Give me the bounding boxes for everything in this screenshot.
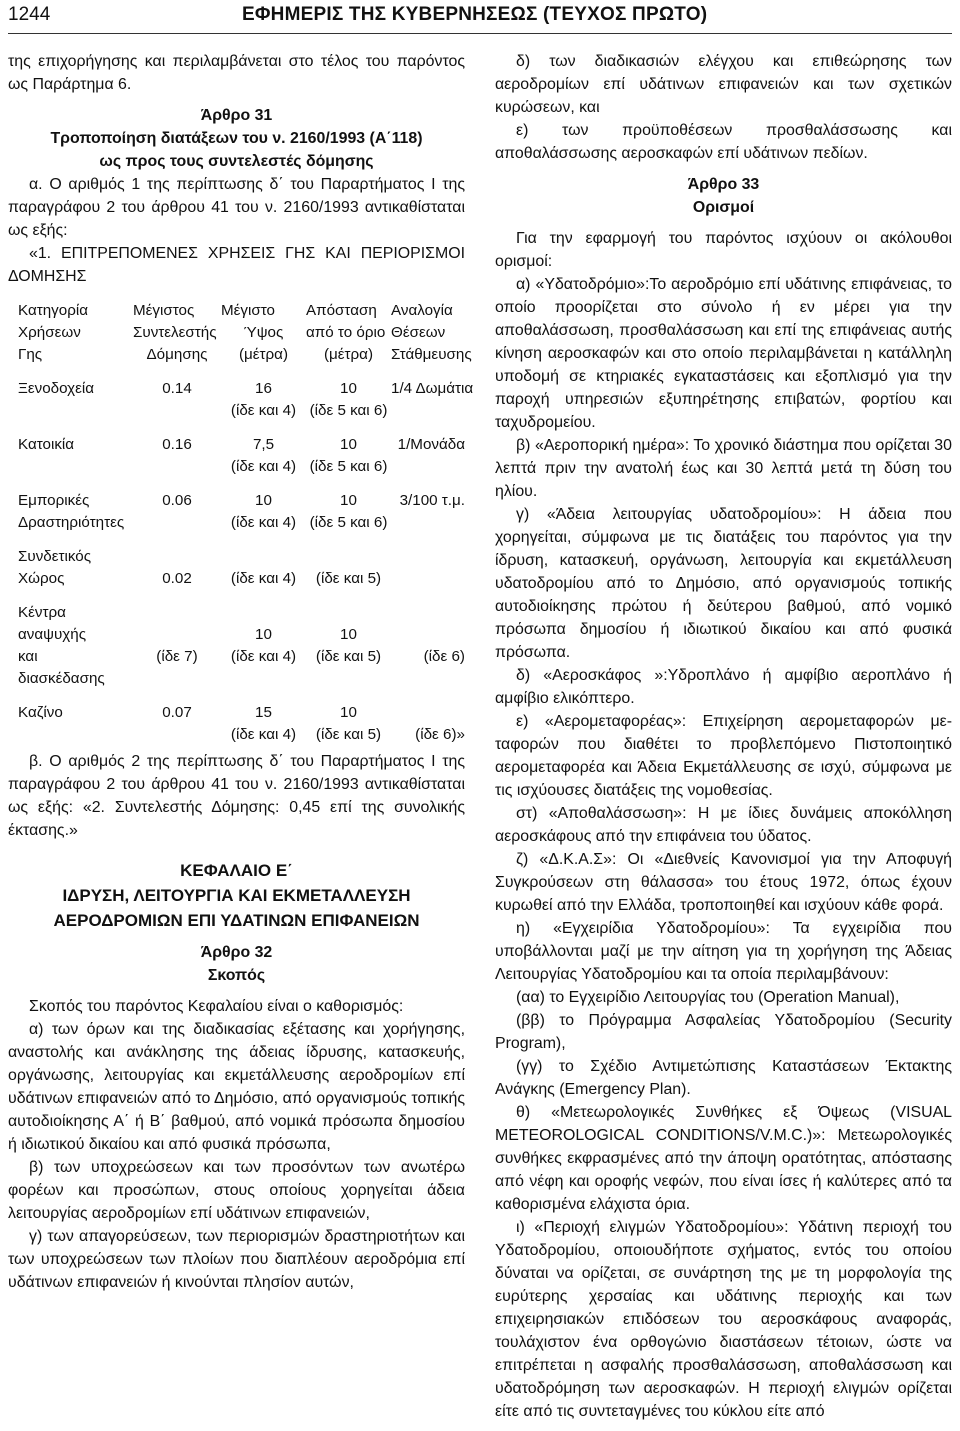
definition-a: α) «Υδατοδρόμιο»:Το αεροδρόμιο επί υδάτινης επιφάνειας, το οποίο προορίζεται στο σύνολο ή εν μέρει για την αποθαλάσσωση, προσθαλάσσωση και επί της επιφάνειας αυτής κίνηση αεροσκαφών και στο οποίο περιλαμβάνεται η κατάλληλη υποδομή σε κτηριακές εγκαταστάσεις και εξοπλισμό για την παροχή υπηρεσιών εξυπηρέτησης επιβατών, φορτίου και ταχυδρομείου. xyxy=(495,276,952,431)
table-cell: (ίδε 6)» xyxy=(415,726,465,743)
article-32-item-a: α) των όρων και της διαδικασίας εξέτασης και χορήγησης, αναστολής και ανάκλησης της άδειας ίδρυσης, κατασκευής, οργάνωσης, λειτουργίας και εκμετάλλευσης αεροδρομίων επί υδάτινων επιφανειών από το Δημόσιο, από οργανισμούς τοπικής αυτοδιοίκησης Α΄ ή Β΄ βαθμού, από νομικά πρόσωπα δημοσίου ή ιδιωτικού δικαίου και από φυσικά πρόσωπα, xyxy=(8,1021,465,1153)
table-cell: Συντελεστής xyxy=(133,324,217,341)
paragraph-a: α. Ο αριθμός 1 της περίπτωσης δ΄ του Παραρτήματος Ι της παραγράφου 2 του άρθρου 41 του ν. 2160/1993 αντικαθίσταται ως εξής: xyxy=(8,176,465,239)
left-column xyxy=(8,50,474,1294)
table-header-row xyxy=(8,300,465,322)
quote-heading: «1. ΕΠΙΤΡΕΠΟΜΕΝΕΣ ΧΡΗΣΕΙΣ ΓΗΣ ΚΑΙ ΠΕΡΙΟΡΙΣΜΟΙ ΔΟΜΗΣΗΣ xyxy=(8,245,465,285)
table-row xyxy=(8,490,465,512)
table-cell: (ίδε 6) xyxy=(423,648,465,665)
table-row xyxy=(8,400,465,422)
table-header-row xyxy=(8,322,465,344)
article-31-number: Άρθρο 31 xyxy=(200,107,273,124)
table-cell: 0.02 xyxy=(162,570,192,587)
table-cell: (ίδε και 4) xyxy=(230,726,297,743)
table-cell: από το όριο xyxy=(306,324,386,341)
article-32-item-c: γ) των απαγορεύσεων, των περιορισμών δραστηριοτήτων και των υποχρεώσεων των πλοίων που διαπλέουν αεροδρόμια επί υδάτινων επιφανειών ή κινούνται πλησίον αυτών, xyxy=(8,1228,465,1291)
table-cell: Μέγιστος xyxy=(133,302,195,319)
definition-b: β) «Αεροπορική ημέρα»: Το χρονικό διάστημα που ορίζεται 30 λεπτά πριν την ανατολή έως και 30 λεπτά μετά τη δύση του ηλίου. xyxy=(495,437,952,500)
table-cell: Απόσταση xyxy=(306,302,377,319)
definitions-intro: Για την εφαρμογή του παρόντος ισχύουν οι ακόλουθοι ορισμοί: xyxy=(495,230,952,270)
table-cell: διασκέδασης xyxy=(18,670,105,687)
chapter-title-line2: ΑΕΡΟΔΡΟΜΙΩΝ ΕΠΙ ΥΔΑΤΙΝΩΝ ΕΠΙΦΑΝΕΙΩΝ xyxy=(53,911,420,930)
table-cell: 16 xyxy=(255,380,272,397)
definition-i: ι) «Περιοχή ελιγμών Υδατοδρομίου»: Υδάτινη περιοχή του Υδατοδρομίου, οποιουδήποτε σχήματος, εντός του οποίου δύναται να ορίζεται, σε συνάρτηση της με τη μορφολογία της ευρύτερης χερσαίας και υδάτινης περιοχής και των επιχειρησιακών επιδόσεων του αεροσκάφους αναφοράς, τουλάχιστον ένα ορθογώνιο διαστάσεων τέτοιων, ώστε να επιτρέπεται η ασφαλής προσθαλάσσωση, αποθαλάσσωση και υδατοδρόμηση των αεροσκαφών. Η περιοχή ελιγμών ορίζεται είτε από τις συντεταγμένες του κύκλου είτε από xyxy=(495,1219,952,1420)
table-cell: Ύψος xyxy=(243,324,284,341)
table-cell: 0.07 xyxy=(162,704,192,721)
definition-c: γ) «Άδεια λειτουργίας υδατοδρομίου»: Η άδεια που χορηγείται, σύμφωνα με τις διατάξεις του παρόντος για την ίδρυση, κατασκευή, οργάνωση, λειτουργία και εκμετάλλευση υδατοδρομίου από το Δημόσιο, από οργανισμούς τοπικής αυτοδιοίκησης πρώτου ή δεύτερου βαθμού, από νομικό πρόσωπα δημοσίου ή ιδιωτικού δικαίου και από φυσικά πρόσωπα. xyxy=(495,506,952,661)
chapter-number: ΚΕΦΑΛΑΙΟ Ε΄ xyxy=(180,861,293,880)
definition-h-gg: (γγ) το Σχέδιο Αντιμετώπισης Καταστάσεων Έκτακτης Ανάγκης (Emergency Plan). xyxy=(495,1058,952,1098)
table-cell: 10 xyxy=(255,626,272,643)
article-32-title: Σκοπός xyxy=(207,967,266,984)
table-cell: 1/Μονάδα xyxy=(397,436,465,453)
table-cell: Συνδετικός xyxy=(18,548,92,565)
table-row xyxy=(8,602,465,624)
table-cell: (ίδε 7) xyxy=(156,648,198,665)
article-32-item-e: ε) των προϋποθέσεων προσθαλάσσωσης και αποθαλάσσωσης αεροσκαφών επί υδάτινων πεδίων. xyxy=(495,122,952,162)
table-cell: (ίδε και 4) xyxy=(230,514,297,531)
table-cell: (ίδε 5 και 6) xyxy=(309,514,388,531)
table-cell: Θέσεων xyxy=(391,324,446,341)
header-rule xyxy=(8,33,952,34)
table-cell: 0.06 xyxy=(162,492,192,509)
page-number: 1244 xyxy=(8,4,51,25)
table-cell: (ίδε 5 και 6) xyxy=(309,458,388,475)
article-32-number: Άρθρο 32 xyxy=(200,944,273,961)
table-row xyxy=(8,434,465,456)
table-row xyxy=(8,568,465,590)
definition-z: ζ) «Δ.Κ.Α.Σ»: Οι «Διεθνείς Κανονισμοί για την Αποφυγή Συγκρούσεων στη θάλασσα» του έτους 1972, όπως έχουν κυρωθεί από την Ελλάδα, τροποποιηθεί και ισχύουν κάθε φορά. xyxy=(495,851,952,914)
table-cell: 0.16 xyxy=(162,436,192,453)
table-cell: 0.14 xyxy=(162,380,192,397)
table-cell: (ίδε και 5) xyxy=(315,648,382,665)
table-cell: (ίδε 5 και 6) xyxy=(309,402,388,419)
definition-th: θ) «Μετεωρολογικές Συνθήκες εξ Όψεως (VISUAL METEOROLOGICAL CONDITIONS/V.M.C.)»: Μετεωρολογικές συνθήκες εκφρασμένες από την άποψη ορατότητας, απόστασης από νέφη και οροφής νεφών, που είναι ίσες ή καλύτερες από τα καθορισμένα ελάχιστα όρια. xyxy=(495,1104,952,1213)
table-row xyxy=(8,456,465,478)
table-cell: 10 xyxy=(340,704,357,721)
table-cell: Μέγιστο xyxy=(221,302,275,319)
table-cell: Κατοικία xyxy=(18,436,75,453)
table-cell: Χρήσεων xyxy=(18,324,81,341)
land-use-table xyxy=(8,300,474,746)
table-cell: και xyxy=(18,648,38,665)
intro-paragraph: της επιχορήγησης και περιλαμβάνεται στο τέλος του παρόντος ως Παράρτημα 6. xyxy=(8,53,465,93)
table-cell: Χώρος xyxy=(18,570,65,587)
paragraph-b: β. Ο αριθμός 2 της περίπτωσης δ΄ του Παραρτήματος Ι της παραγράφου 2 του άρθρου 41 του ν. 2160/1993 αντικαθίσταται ως εξής: «2. Συντελεστής Δόμησης: 0,45 επί της συνολικής έκτασης.» xyxy=(8,753,465,839)
table-cell: (ίδε και 5) xyxy=(315,726,382,743)
definition-h: η) «Εγχειρίδια Υδατοδρομίου»: Τα εγχειρίδια που υποβάλλονται μαζί με την αίτηση για τη χορήγηση της Άδειας Λειτουργίας Υδατοδρομίου και τα οποία περιλαμβάνουν: xyxy=(495,920,952,983)
table-cell: (ίδε και 4) xyxy=(230,458,297,475)
right-column xyxy=(495,50,952,1423)
article-33-title: Ορισμοί xyxy=(692,199,755,216)
definition-d: δ) «Αεροσκάφος »:Υδροπλάνο ή αμφίβιο αεροπλάνο ή αμφίβιο ελικόπτερο. xyxy=(495,667,952,707)
gazette-title: ΕΦΗΜΕΡΙΣ ΤΗΣ ΚΥΒΕΡΝΗΣΕΩΣ (ΤΕΥΧΟΣ ΠΡΩΤΟ) xyxy=(242,4,708,25)
table-cell: 10 xyxy=(340,380,357,397)
table-row xyxy=(8,624,465,646)
table-cell: 15 xyxy=(255,704,272,721)
article-31-title-line2: ως προς τους συντελεστές δόμησης xyxy=(99,153,374,170)
table-row xyxy=(8,546,465,568)
table-cell: Δραστηριότητες xyxy=(18,514,125,531)
table-row xyxy=(8,646,465,668)
definition-h-bb: (ββ) το Πρόγραμμα Ασφαλείας Υδατοδρομίου (Security Program), xyxy=(495,1012,952,1052)
article-32-intro: Σκοπός του παρόντος Κεφαλαίου είναι ο καθορισμός: xyxy=(29,998,404,1015)
table-cell: Δόμησης xyxy=(146,346,208,363)
table-row xyxy=(8,724,465,746)
table-row xyxy=(8,378,465,400)
table-cell: (ίδε και 4) xyxy=(230,402,297,419)
table-cell: (ίδε και 4) xyxy=(230,570,297,587)
table-row xyxy=(8,512,465,534)
table-cell: 10 xyxy=(340,626,357,643)
table-cell: Στάθμευσης xyxy=(391,346,472,363)
table-cell: Κέντρα xyxy=(18,604,66,621)
table-cell: αναψυχής xyxy=(18,626,87,643)
table-cell: Αναλογία xyxy=(391,302,453,319)
article-32-item-d: δ) των διαδικασιών ελέγχου και επιθεώρησης των αεροδρομίων επί υδάτινων επιφανειών και των σχετικών κυρώσεων, και xyxy=(495,53,952,116)
chapter-title-line1: ΙΔΡΥΣΗ, ΛΕΙΤΟΥΡΓΙΑ ΚΑΙ ΕΚΜΕΤΑΛΛΕΥΣΗ xyxy=(62,886,411,905)
page-header xyxy=(0,0,960,34)
table-row xyxy=(8,668,465,690)
table-cell: Γης xyxy=(18,346,43,363)
table-cell: 3/100 τ.μ. xyxy=(399,492,465,509)
table-cell: 10 xyxy=(255,492,272,509)
table-cell: (μέτρα) xyxy=(238,346,289,363)
article-31-title-line1: Τροποποίηση διατάξεων του ν. 2160/1993 (Α΄118) xyxy=(50,130,423,147)
table-cell: Ξενοδοχεία xyxy=(18,380,95,397)
table-cell: (μέτρα) xyxy=(323,346,374,363)
table-cell: 10 xyxy=(340,436,357,453)
table-cell: Εμπορικές xyxy=(18,492,90,509)
article-32-item-b: β) των υποχρεώσεων και των προσόντων των ανωτέρω φορέων και προσώπων, στους οποίους χορηγείται άδεια λειτουργίας αεροδρομίων επί υδάτινων επιφανειών, xyxy=(8,1159,465,1222)
table-header-row xyxy=(8,344,465,366)
table-row xyxy=(8,702,465,724)
definition-e: ε) «Αερομεταφορέας»: Επιχείρηση αερομεταφορών με-ταφορών που διαθέτει το προβλεπόμενο Πιστοποιητικό αερομεταφορέα και Άδεια Εκμετάλλευσης σε ισχύ, σύμφωνα με τις ισχύουσες διατάξεις της νομοθεσίας. xyxy=(495,713,952,799)
table-cell: 10 xyxy=(340,492,357,509)
table-cell: (ίδε και 4) xyxy=(230,648,297,665)
table-cell: Κατηγορία xyxy=(18,302,89,319)
table-cell: 7,5 xyxy=(252,436,275,453)
definition-st: στ) «Αποθαλάσσωση»: Η με ίδιες δυνάμεις αποκόλληση αεροσκάφους από την επιφάνεια του ύδατος. xyxy=(495,805,952,845)
table-cell: (ίδε και 5) xyxy=(315,570,382,587)
table-cell: 1/4 Δωμάτια xyxy=(391,380,474,397)
table-cell: Καζίνο xyxy=(18,704,63,721)
definition-h-aa: (αα) το Εγχειρίδιο Λειτουργίας του (Operation Manual), xyxy=(516,989,900,1006)
article-33-number: Άρθρο 33 xyxy=(687,176,760,193)
